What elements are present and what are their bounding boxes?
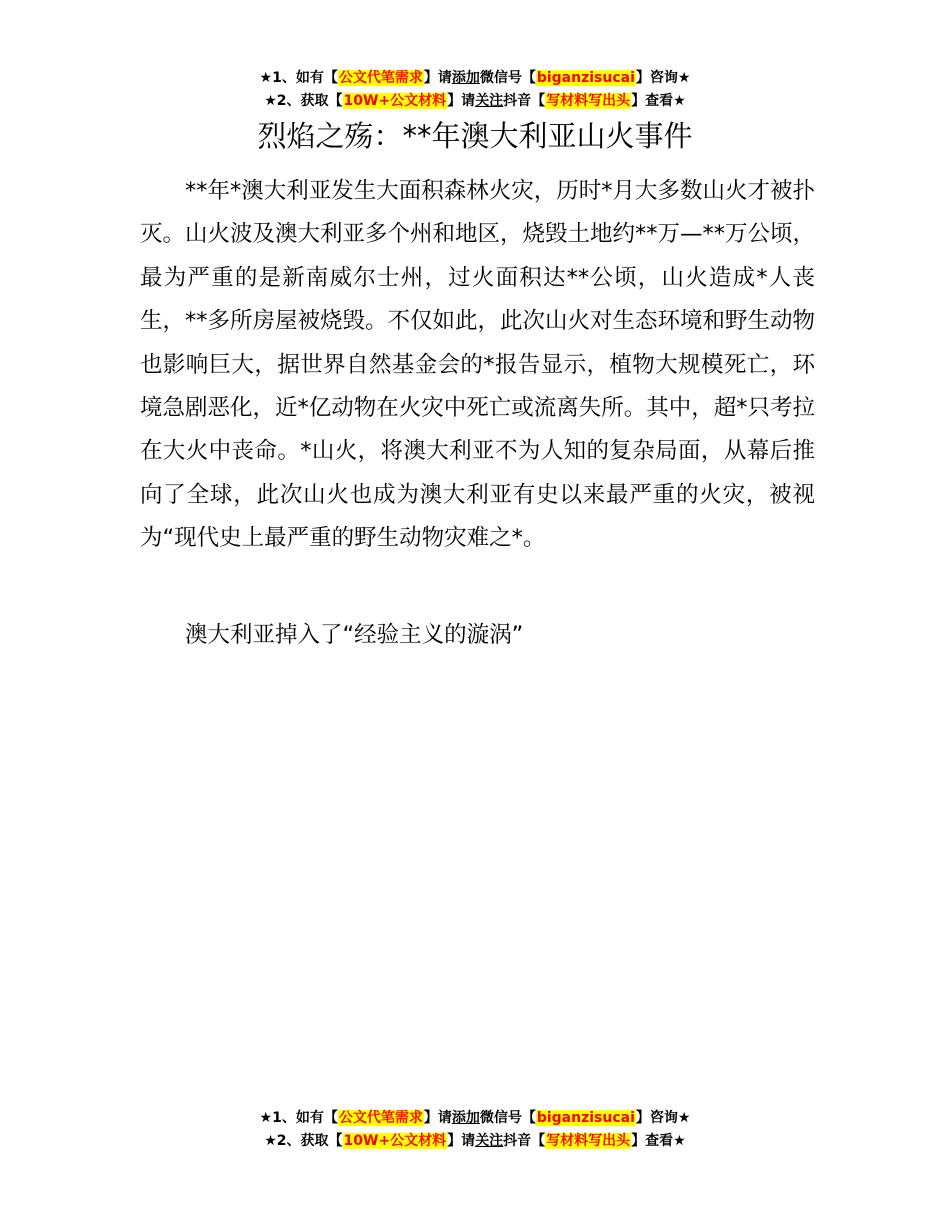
promo-line-1 (0, 67, 950, 90)
promo-text: 】查看★ (631, 93, 686, 109)
promo-text: 】请 (447, 1133, 476, 1149)
promo-banner-top (0, 67, 950, 113)
promo-text: ★2、获取【 (264, 93, 343, 109)
promo-text: 】咨询★ (635, 70, 691, 86)
promo-highlight-wechat-id: biganzisucai (536, 1110, 635, 1126)
promo-underlined: 添加 (451, 1110, 480, 1126)
promo-text: 】查看★ (631, 1133, 686, 1149)
promo-text: 】请 (423, 70, 452, 86)
promo-line-2 (0, 90, 950, 113)
promo-highlight-wechat-id: biganzisucai (536, 70, 635, 86)
promo-line-1 (0, 1107, 950, 1130)
promo-underlined: 关注 (475, 1133, 504, 1149)
promo-text: ★2、获取【 (264, 1133, 343, 1149)
promo-text: 】请 (423, 1110, 452, 1126)
document-title: 烈焰之殇：**年澳大利亚山火事件 (257, 119, 693, 153)
promo-text: 】请 (447, 93, 476, 109)
section-heading-paragraph: 澳大利亚掉入了“经验主义的漩涡” (185, 622, 524, 648)
promo-text: 】咨询★ (635, 1110, 691, 1126)
promo-text: 微信号【 (479, 1110, 536, 1126)
promo-text: 抖音【 (503, 1133, 546, 1149)
promo-underlined: 关注 (475, 93, 504, 109)
promo-highlight-douyin: 写材料写出头 (546, 1133, 631, 1149)
promo-text: ★1、如有【 (259, 1110, 338, 1126)
promo-highlight: 10W+公文材料 (343, 93, 447, 109)
promo-text: 抖音【 (503, 93, 546, 109)
promo-underlined: 添加 (451, 70, 480, 86)
promo-text: ★1、如有【 (259, 70, 338, 86)
promo-highlight: 公文代笔需求 (338, 1110, 423, 1126)
promo-text: 微信号【 (479, 70, 536, 86)
promo-highlight: 10W+公文材料 (343, 1133, 447, 1149)
promo-highlight: 公文代笔需求 (338, 70, 423, 86)
promo-highlight-douyin: 写材料写出头 (546, 93, 631, 109)
body-paragraph: **年*澳大利亚发生大面积森林火灾，历时*月大多数山火才被扑灭。山火波及澳大利亚多个州和地区，烧毁土地约**万—**万公顷，最为严重的是新南威尔士州，过火面积达**公顷，山火造成*人丧生，**多所房屋被烧毁。不仅如此，此次山火对生态环境和野生动物也影响巨大，据世界自然基金会的*报告显示，植物大规模死亡，环境急剧恶化，近*亿动物在火灾中死亡或流离失所。其中，超*只考拉在大火中丧命。*山火，将澳大利亚不为人知的复杂局面，从幕后推向了全球，此次山火也成为澳大利亚有史以来最严重的火灾，被视为“现代史上最严重的野生动物灾难之*。 (140, 178, 816, 552)
promo-line-2 (0, 1130, 950, 1153)
promo-banner-bottom (0, 1107, 950, 1153)
